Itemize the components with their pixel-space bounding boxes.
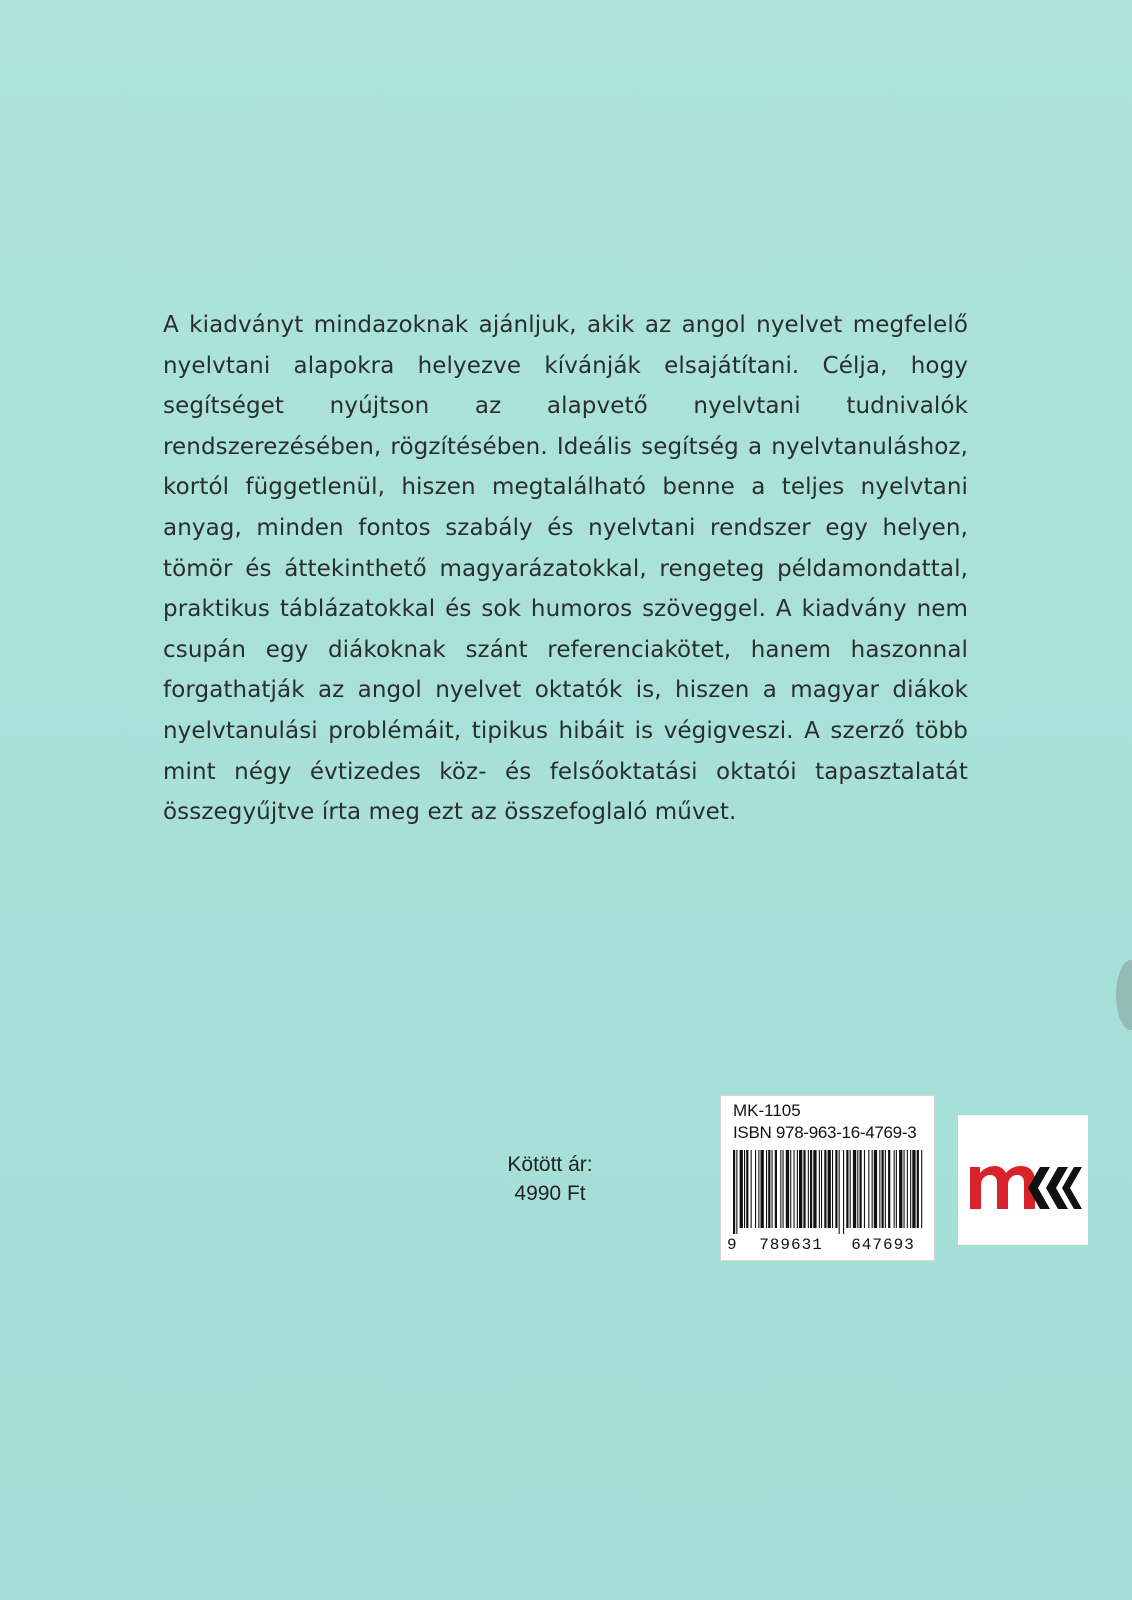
barcode-bar [775, 1150, 777, 1228]
barcode-bar [904, 1150, 905, 1228]
barcode-bar [746, 1150, 748, 1228]
barcode-bars [733, 1150, 923, 1234]
barcode-bar [896, 1150, 897, 1228]
barcode-bar [894, 1150, 895, 1228]
barcode-bar [868, 1150, 869, 1228]
barcode-bar [780, 1150, 781, 1228]
isbn-number: ISBN 978-963-16-4769-3 [733, 1123, 917, 1142]
barcode-bar [879, 1150, 880, 1228]
barcode-bar [912, 1150, 915, 1228]
barcode-bar [736, 1150, 737, 1234]
price-label: Kötött ár: [507, 1153, 593, 1176]
barcode-bar [821, 1150, 822, 1228]
barcode-bar [857, 1150, 858, 1228]
barcode-bar [761, 1150, 764, 1228]
barcode-bar [786, 1150, 789, 1228]
barcode-digit-first: 9 [727, 1236, 737, 1254]
barcode-bar [864, 1150, 865, 1228]
barcode-bar [803, 1150, 805, 1228]
cover-blurb: A kiadványt mindazoknak ajánljuk, akik az angol nyelvet megfelelő nyelvtani alapokra helyezve kívánják elsajátítani. Célja, hogy segítséget nyújtson az alapvető nyelvtani tudnivalók rendszerezésében, rögzítésében. Ideális segítség a nyelvtanuláshoz, kortól függetlenül, hiszen megtalálható benne a teljes nyelvtani anyag, minden fontos szabály és nyelvtani rendszer egy helyen, tömör és áttekinthető magyarázatokkal, rengeteg példamondattal, praktikus táblázatokkal és sok humoros szöveggel. A kiadvány nem csupán egy diákoknak szánt referenciakötet, hanem haszonnal forgathatják az angol nyelvet oktatók is, hiszen a magyar diákok nyelvtanulási problémáit, tipikus hibáit is végigveszi. A szerző több mint négy évtizedes köz- és felsőoktatási oktatói tapasztalatát összegyűjtve írta meg ezt az összefoglaló művet. [163, 312, 968, 826]
barcode-bar [740, 1150, 743, 1228]
price-value: 4990 Ft [514, 1182, 586, 1205]
barcode-bar [755, 1150, 756, 1228]
barcode-digits-left: 789631 [759, 1236, 823, 1254]
barcode-bar [733, 1150, 735, 1234]
barcode-bar [813, 1150, 816, 1228]
barcode-digits [727, 1236, 931, 1254]
barcode-digits-right: 647693 [851, 1236, 915, 1254]
barcode-bar [751, 1150, 752, 1228]
barcode-bar [843, 1150, 844, 1234]
barcode-bar [783, 1150, 784, 1228]
publisher-logo [958, 1115, 1088, 1245]
barcode-bar [853, 1150, 856, 1228]
price-block [480, 1150, 620, 1208]
barcode-bar [772, 1150, 773, 1228]
barcode-bar [808, 1150, 809, 1228]
mkk-logo-icon [958, 1115, 1088, 1245]
barcode-bar [882, 1150, 884, 1228]
barcode-bar [766, 1150, 767, 1228]
barcode-label [720, 1095, 935, 1261]
barcode-bar [874, 1150, 877, 1228]
barcode-bar [872, 1150, 873, 1228]
barcode-bar [899, 1150, 902, 1228]
barcode-bar [828, 1150, 831, 1228]
barcode-bar [768, 1150, 770, 1228]
barcode-bar [790, 1150, 791, 1228]
cover-edge-notch [1116, 960, 1132, 1030]
barcode-bar [794, 1150, 795, 1228]
barcode-bar [846, 1150, 848, 1228]
barcode-bar [917, 1150, 919, 1228]
barcode-bar [885, 1150, 886, 1228]
barcode-bar [839, 1150, 840, 1234]
barcode-bar [860, 1150, 862, 1228]
barcode-bar [824, 1150, 826, 1228]
barcode-bar [832, 1150, 833, 1228]
barcode-bar [799, 1150, 802, 1228]
barcode-bar [910, 1150, 911, 1228]
barcode-bar [835, 1150, 837, 1228]
product-code: MK-1105 [733, 1101, 801, 1120]
barcode-bar [758, 1150, 759, 1228]
barcode-bar [744, 1150, 745, 1228]
barcode-bar [907, 1150, 908, 1228]
barcode-bar [819, 1150, 820, 1228]
barcode-bar [921, 1150, 922, 1228]
barcode-bar [810, 1150, 812, 1228]
barcode-bar [850, 1150, 851, 1228]
barcode-bar [797, 1150, 798, 1228]
barcode-bar [888, 1150, 890, 1228]
